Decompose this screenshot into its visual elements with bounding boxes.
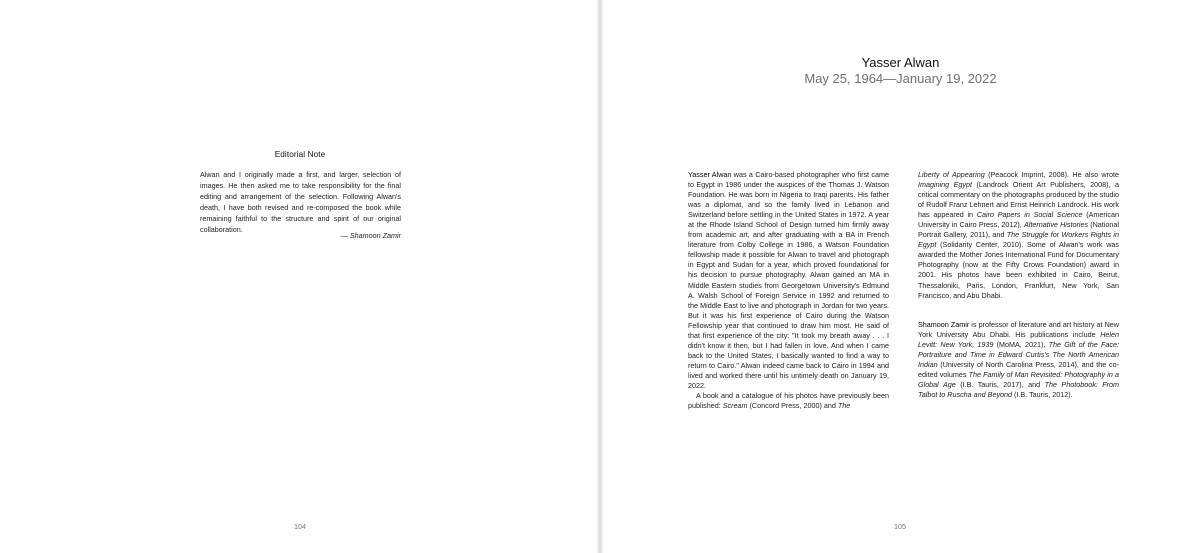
bio-text: (Concord Press, 2000) and xyxy=(747,401,838,411)
book-title: The Struggle for Workers Rights in Egypt xyxy=(918,230,1119,250)
book-title: The Gift of the Face: Portraiture and Time in Edward Curtis's The North American Indian xyxy=(918,340,1119,370)
bio-text: (Solidarity Center, 2010). Some of Alwan's work was awarded the Mother Jones International Fund for Documentary Photography (now at the Fifty Crows Foundation) award in 2001. His photos have been exhibited in Cairo, Beirut, Thessaloniki, Paris, London, Frankfurt, New York, San Francisco, and Abu Dhabi. xyxy=(918,240,1119,300)
bio-text: (National Portrait Gallery, 2011), and xyxy=(918,220,1119,240)
bio-text: A book and a catalogue of his photos have previously been published: xyxy=(688,391,889,411)
book-title: The Family of Man Revisited: Photography in a Global Age xyxy=(918,370,1119,390)
book-title: The Photobook: From Talbot to Ruscha and Beyond xyxy=(918,380,1120,400)
left-page xyxy=(0,0,599,553)
book-title: Scream xyxy=(722,401,748,411)
page-number-right: 105 xyxy=(894,522,906,531)
bio-paragraph-1 xyxy=(688,170,889,391)
bio-paragraph-2-continued xyxy=(918,170,1119,301)
editorial-note-body: Alwan and I originally made a first, and larger, selection of images. He then asked me to take responsibility for the final editing and arrangement of the selection. Following Alwan's death, I have both revised and re-composed the book while remaining faithful to the structure and spirit of our original collaboration. xyxy=(200,170,401,234)
bio-text: (Peacock Imprint, 2008). He also wrote xyxy=(984,170,1120,179)
bio-text: (American University in Cairo Press, 2012), xyxy=(918,210,1119,230)
book-title: Cairo Papers in Social Science xyxy=(976,210,1083,220)
bio-lead-name: Yasser Alwan xyxy=(688,170,732,179)
life-dates: May 25, 1964—January 19, 2022 xyxy=(804,71,997,86)
book-title: Helen Levitt: New York, 1939 xyxy=(918,330,1119,350)
bio-zamir xyxy=(918,320,1119,400)
book-title: Imagining Egypt xyxy=(918,180,972,190)
bio-text: is professor of literature and art history at New York University Abu Dhabi. His publications include xyxy=(918,320,1119,340)
bio-text: (I.B. Tauris, 2012). xyxy=(1012,390,1073,400)
bio-text: was a Cairo-based photographer who first came to Egypt in 1986 under the auspices of the Thomas J. Watson Foundation. He was born in Nigeria to Iraqi parents. His father was a diplomat, and so the family lived in Lebanon and Switzerland before settling in the United States in 1972. A year at the Rhode Island School of Design turned him firmly away from academic art, and after graduating with a BA in French literature from Colby College in 1986, a Watson Foundation fellowship made it possible for Alwan to travel and photograph in Egypt and Sudan for a year, which proved foundational for his decision to pursue photography. Alwan gained an MA in Middle Eastern studies from Georgetown University's Edmund A. Walsh School of Foreign Service in 1992 and returned to the Middle East to live and photograph in Jordan for two years. But it was his first experience of Cairo during the Watson Fellowship year that continued to draw him most. He said of that first experience of the city: "It took my breath away . . . I didn't know it then, but I had fallen in love. And when I came back to the United States, I basically wanted to find a way to return to Cairo." Alwan indeed came back to Cairo in 1994 and lived and worked there until his untimely death on January 19, 2022. xyxy=(688,170,889,390)
bio-text: (Landrock Orient Art Publishers, 2008), a critical commentary on the photographs produced by the studio of Rudolf Franz Lehnert and Ernst Heinrich Landrock. His work has appeared in xyxy=(918,180,1119,220)
bio-text: (University of North Carolina Press, 2014), and the co-edited volumes xyxy=(918,360,1119,380)
bio-text: (I.B. Tauris, 2017), and xyxy=(955,380,1045,390)
bio-column-1 xyxy=(688,170,889,411)
bio-paragraph-2 xyxy=(688,391,889,411)
bio-text: (MoMA, 2021), xyxy=(993,340,1049,350)
page-title: Yasser Alwan xyxy=(861,55,940,70)
page-number-left: 104 xyxy=(294,522,306,531)
book-title: Alternative Histories xyxy=(1023,220,1089,230)
editorial-note-heading: Editorial Note xyxy=(274,150,326,159)
book-title: Liberty of Appearing xyxy=(918,170,985,179)
bio-lead-name: Shamoon Zamir xyxy=(918,320,970,329)
bio-column-2 xyxy=(918,170,1119,301)
editorial-note-signature: — Shamoon Zamir xyxy=(340,231,401,240)
book-title: The xyxy=(837,401,851,411)
